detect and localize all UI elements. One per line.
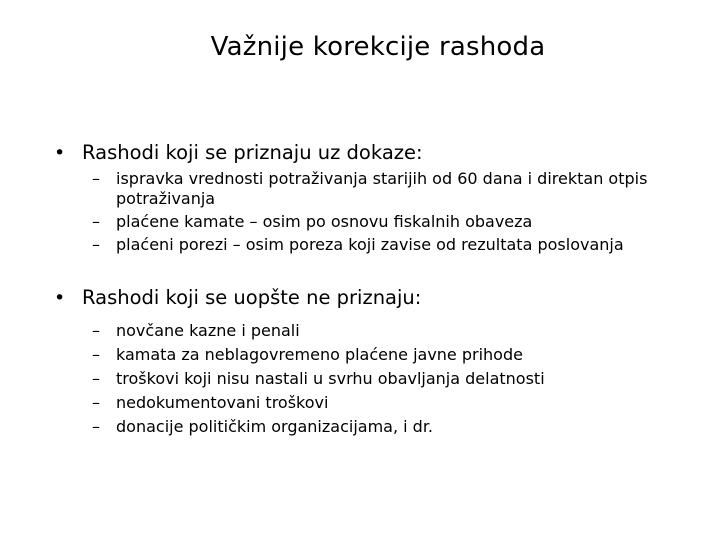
dash-icon: – xyxy=(92,169,100,188)
bullet-heading xyxy=(54,284,694,312)
sub-list xyxy=(92,169,692,255)
list-item xyxy=(92,212,692,232)
dash-icon: – xyxy=(92,212,100,231)
list-item-text: plaćene kamate – osim po osnovu fiskalnih obaveza xyxy=(116,212,533,231)
list-item-text: plaćeni porezi – osim poreza koji zavise od rezultata poslovanja xyxy=(116,235,624,254)
list-item xyxy=(92,343,692,367)
list-item xyxy=(92,391,692,415)
list-item-text: donacije političkim organizacijama, i dr. xyxy=(116,417,434,436)
dash-icon: – xyxy=(92,393,100,412)
list-item-text: novčane kazne i penali xyxy=(116,321,300,340)
list-item xyxy=(92,415,692,439)
list-item-text: kamata za neblagovremeno plaćene javne prihode xyxy=(116,345,523,364)
section-not-recognized xyxy=(54,284,694,439)
bullet-dot-icon: • xyxy=(54,287,66,309)
section-heading: Rashodi koji se uopšte ne priznaju: xyxy=(82,286,422,309)
list-item-text: nedokumentovani troškovi xyxy=(116,393,329,412)
bullet-dot-icon: • xyxy=(54,142,66,164)
list-item xyxy=(92,235,692,255)
list-item-text: troškovi koji nisu nastali u svrhu obavljanja delatnosti xyxy=(116,369,545,388)
dash-icon: – xyxy=(92,369,100,388)
list-item xyxy=(92,319,692,343)
list-item xyxy=(92,367,692,391)
dash-icon: – xyxy=(92,417,100,436)
list-item xyxy=(92,169,692,209)
bullet-heading xyxy=(54,139,694,167)
section-heading: Rashodi koji se priznaju uz dokaze: xyxy=(82,141,423,164)
dash-icon: – xyxy=(92,235,100,254)
section-recognized-with-proof xyxy=(54,139,694,258)
list-item-text: ispravka vrednosti potraživanja starijih od 60 dana i direktan otpis potraživanja xyxy=(116,169,648,208)
dash-icon: – xyxy=(92,345,100,364)
slide-title: Važnije korekcije rashoda xyxy=(210,32,546,62)
sub-list xyxy=(92,319,692,439)
dash-icon: – xyxy=(92,321,100,340)
